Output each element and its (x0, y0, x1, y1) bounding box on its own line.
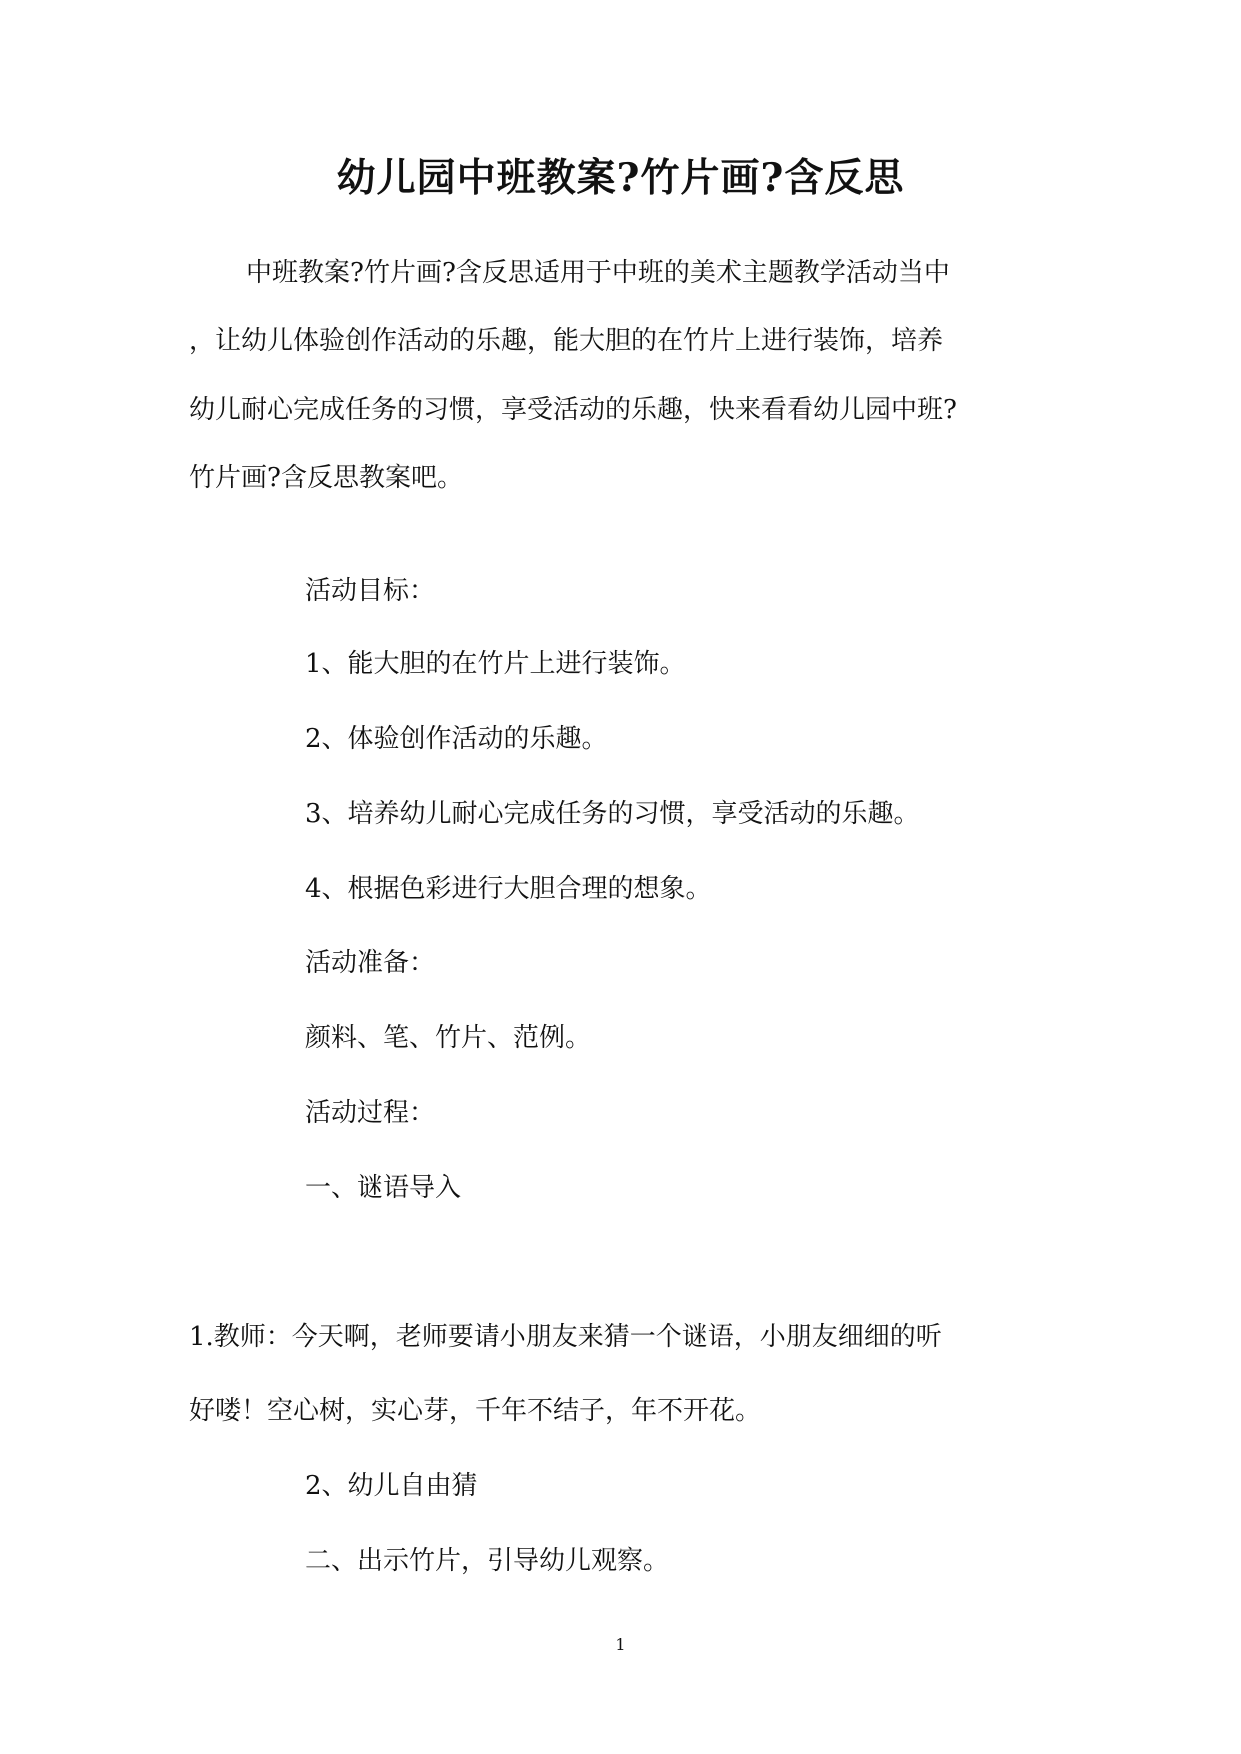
goal-item: 4、根据色彩进行大胆合理的想象。 (305, 874, 712, 904)
goal-item: 2、体验创作活动的乐趣。 (305, 724, 608, 754)
document-title: 幼儿园中班教案?竹片画?含反思 (336, 155, 905, 201)
step-heading: 一、谜语导入 (305, 1173, 462, 1203)
teacher-line: 好喽！空心树，实心芽，千年不结子，年不开花。 (189, 1396, 762, 1426)
process-heading: 活动过程： (305, 1098, 436, 1128)
step-heading: 二、出示竹片，引导幼儿观察。 (305, 1546, 670, 1576)
intro-line: 幼儿耐心完成任务的习惯，享受活动的乐趣，快来看看幼儿园中班? (189, 395, 957, 425)
goals-heading: 活动目标： (305, 576, 436, 606)
prep-text: 颜料、笔、竹片、范例。 (305, 1023, 592, 1053)
teacher-line: 1.教师：今天啊，老师要请小朋友来猜一个谜语，小朋友细细的听 (189, 1322, 942, 1352)
prep-heading: 活动准备： (305, 948, 436, 978)
guess-line: 2、幼儿自由猜 (305, 1471, 478, 1501)
intro-line: 中班教案?竹片画?含反思适用于中班的美术主题教学活动当中 (246, 258, 950, 288)
goal-item: 1、能大胆的在竹片上进行装饰。 (305, 649, 686, 679)
page-number: 1 (615, 1635, 626, 1654)
intro-line: 竹片画?含反思教案吧。 (189, 463, 463, 493)
goal-item: 3、培养幼儿耐心完成任务的习惯，享受活动的乐趣。 (305, 799, 920, 829)
intro-line: ，让幼儿体验创作活动的乐趣，能大胆的在竹片上进行装饰，培养 (189, 326, 944, 356)
